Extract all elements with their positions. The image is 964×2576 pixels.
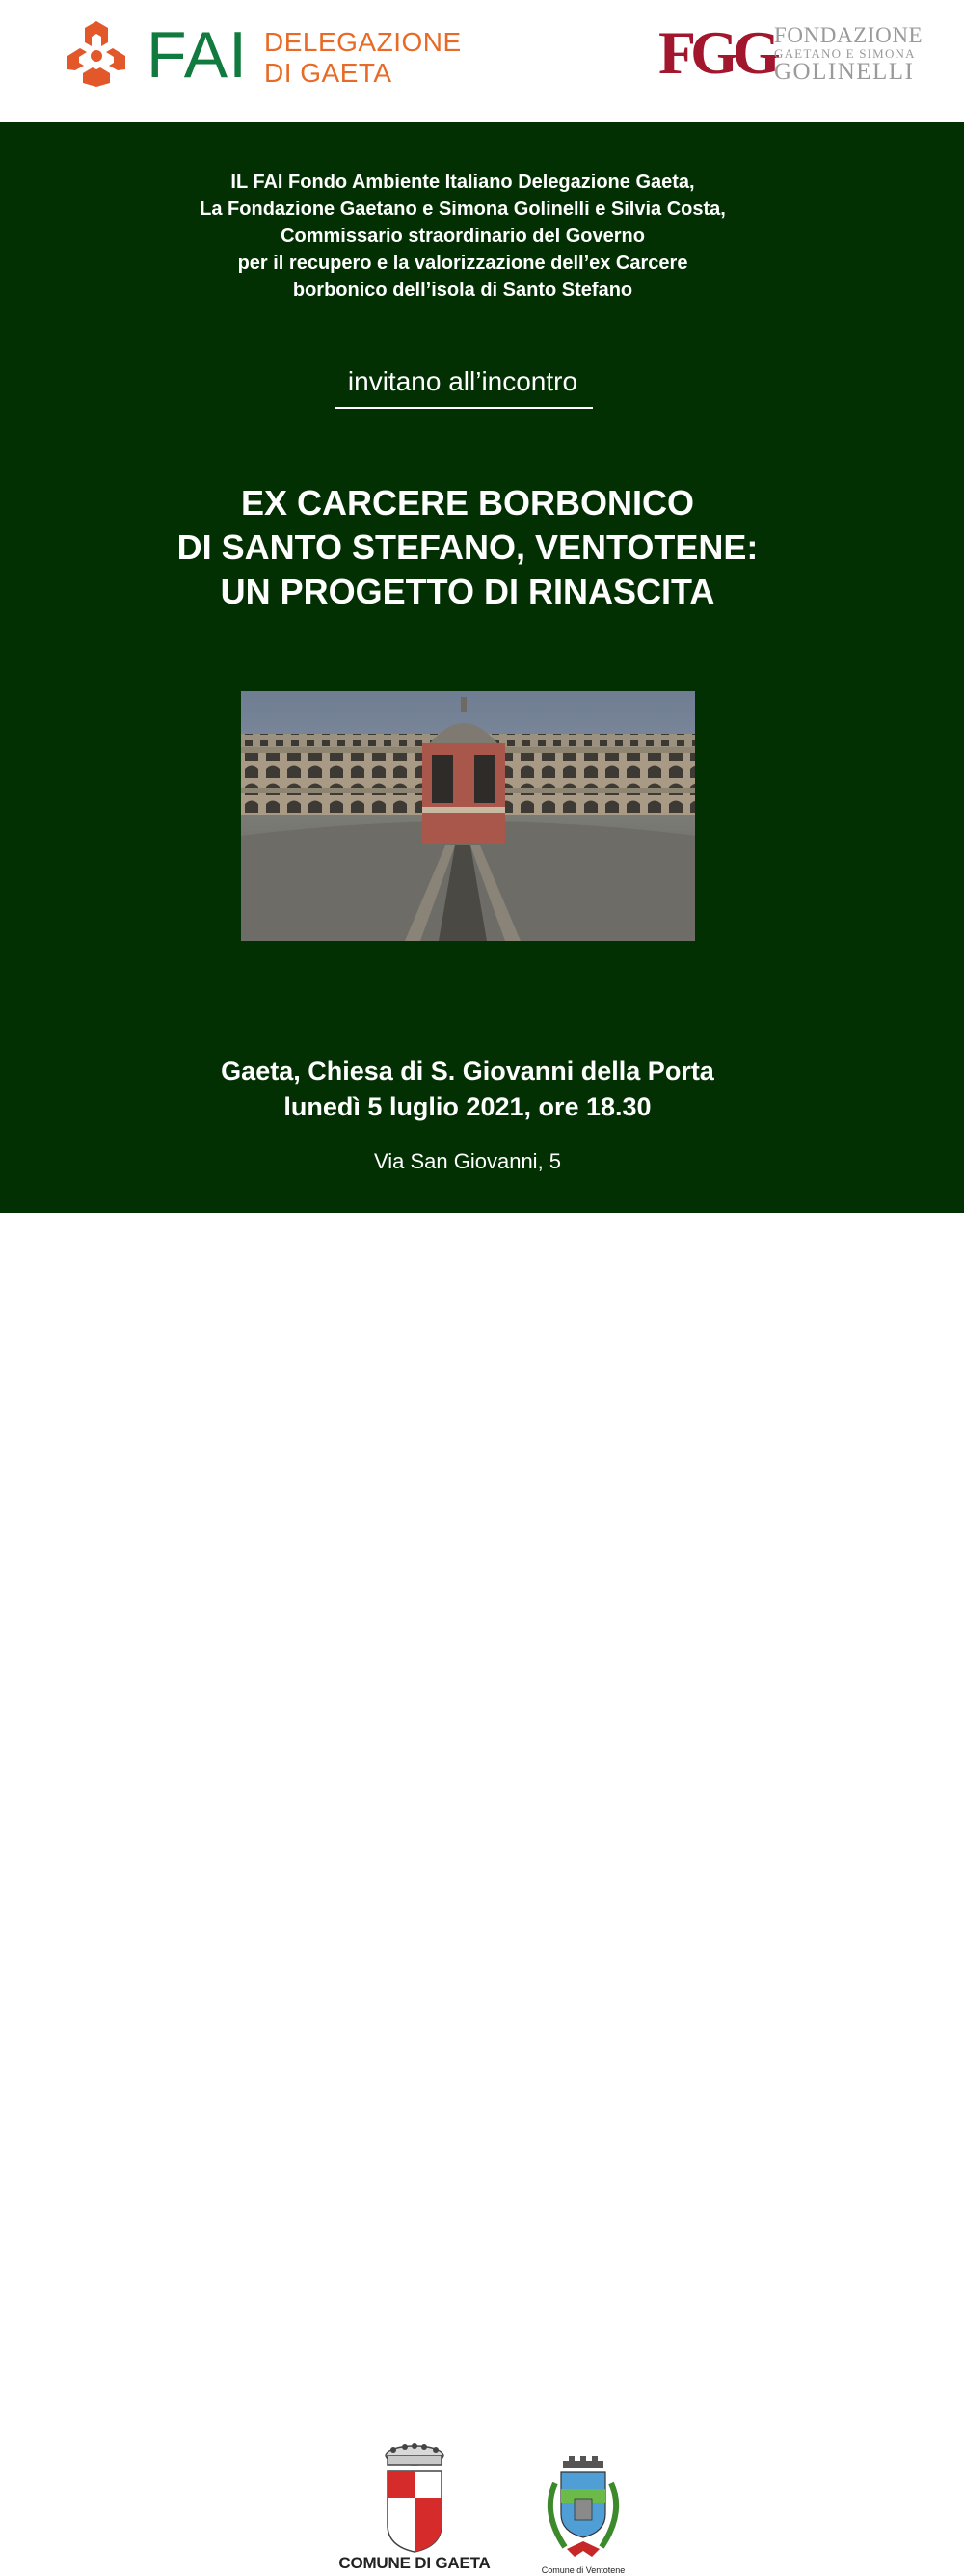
fai-logo [64,18,462,92]
intro-line: La Fondazione Gaetano e Simona Golinelli e Silvia Costa, [200,199,726,220]
invitation-panel [0,122,964,1213]
fgg-line2: GAETANO E SIMONA [774,46,916,61]
title-line: DI SANTO STEFANO, VENTOTENE: [176,527,759,567]
fai-delegation-line2: DI GAETA [264,58,392,88]
ventotene-coat-of-arms-icon [536,2455,630,2563]
gaeta-coat-of-arms-icon [378,2442,451,2556]
invite-text: invitano all’incontro [347,366,578,396]
fai-delegation-line1: DELEGAZIONE [264,27,462,57]
fgg-monogram: FGG [658,18,775,87]
gaeta-label: COMUNE DI GAETA [338,2554,491,2572]
title-line: UN PROGETTO DI RINASCITA [220,572,715,611]
fai-delegation-text [264,27,462,89]
fai-wordmark: FAI [147,18,249,92]
fgg-line1: FONDAZIONE [774,23,924,47]
event-title [116,481,819,614]
footer [0,1213,964,2575]
ventotene-label: Comune di Ventotene [541,2565,626,2575]
fgg-text [774,25,923,83]
invite-underline [335,407,593,409]
intro-text [96,169,829,304]
date-line: lunedì 5 luglio 2021, ore 18.30 [283,1092,652,1121]
address: Via San Giovanni, 5 [373,1149,562,1173]
intro-line: per il recupero e la valorizzazione dell’ex Carcere [237,253,688,274]
venue-line: Gaeta, Chiesa di S. Giovanni della Porta [221,1057,714,1086]
header [0,0,964,122]
prison-courtyard-photo [241,691,695,941]
fgg-line3: GOLINELLI [774,59,915,85]
fgg-logo [658,18,924,87]
title-line: EX CARCERE BORBONICO [240,483,695,523]
intro-line: Commissario straordinario del Governo [281,226,645,247]
fai-trefoil-logo-icon [64,19,129,89]
intro-line: IL FAI Fondo Ambiente Italiano Delegazione Gaeta, [230,172,695,193]
intro-line: borbonico dell’isola di Santo Stefano [292,280,633,301]
venue-and-date [145,1054,790,1125]
